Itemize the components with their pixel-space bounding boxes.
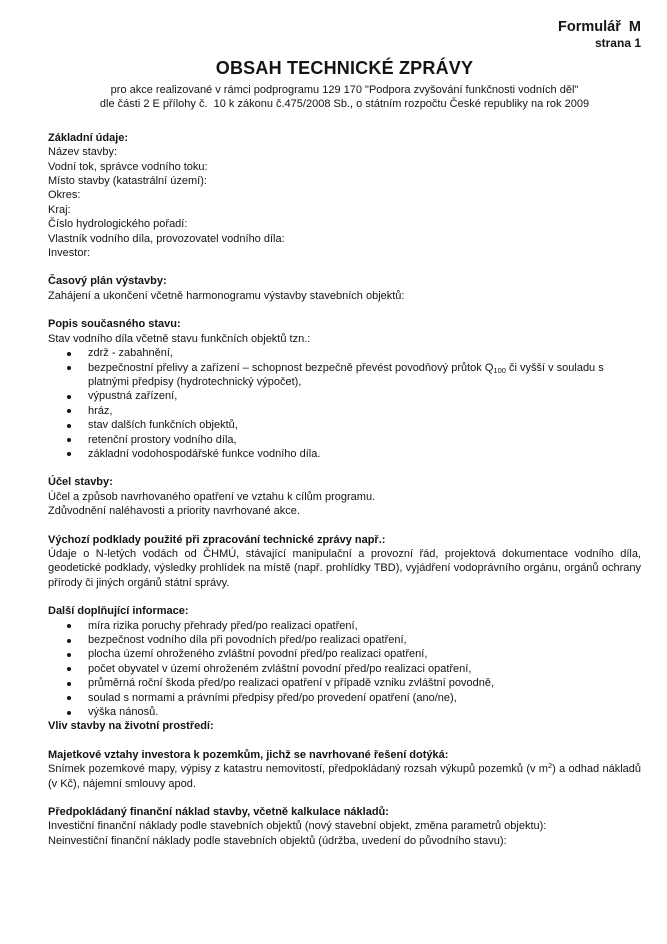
section-zakladni-udaje (48, 131, 641, 261)
document-subtitle (48, 83, 641, 112)
paragraph-text: ) a odhad nákladů (v Kč), nájemní smlouvy apod. (48, 763, 641, 790)
m2-superscript: 2 (547, 761, 553, 771)
section-majetkove-vztahy (48, 748, 641, 791)
bullet-text: zdrž - zabahnění, (88, 347, 173, 360)
bullet-item (48, 619, 641, 633)
paragraph-text: Snímek pozemkové mapy, výpisy z katastru nemovitostí, předpokládaný rozsah výkupů pozemků (v m (48, 763, 548, 776)
section-line: Zahájení a ukončení včetně harmonogramu výstavby stavebních objektů: (48, 289, 405, 302)
bullet-item (48, 662, 641, 676)
bullet-item (48, 691, 641, 705)
field-label-line: Kraj: (48, 203, 71, 216)
page-number: strana 1 (594, 36, 641, 50)
section-heading: Další doplňující informace: (48, 605, 189, 618)
bullet-item (48, 404, 641, 418)
form-label: Formulář M (558, 19, 641, 35)
section-popis-stavu (48, 317, 641, 461)
section-financni-naklad (48, 805, 641, 848)
section-line: Účel a způsob navrhovaného opatření ve vztahu k cílům programu. (48, 490, 376, 503)
bullet-text: či vyšší v souladu s platnými předpisy (hydrotechnický výpočet), (88, 361, 604, 388)
bullet-text: retenční prostory vodního díla, (88, 433, 237, 446)
bullet-icon (67, 639, 71, 643)
bullet-text: bezpečnostní přelivy a zařízení – schopnost bezpečně převést povodňový průtok Q (88, 361, 494, 374)
section-dalsi-informace (48, 604, 641, 719)
bullet-text: míra rizika poruchy přehrady před/po realizaci opatření, (88, 619, 358, 632)
bullet-list (48, 619, 641, 720)
bullet-icon (67, 395, 71, 399)
bullet-icon (67, 366, 71, 370)
bullet-icon (67, 653, 71, 657)
bullet-text: počet obyvatel v území ohroženém zvláštní povodní před/po realizaci opatření, (88, 662, 472, 675)
section-line: Stav vodního díla včetně stavu funkčních objektů tzn.: (48, 332, 311, 345)
document-title: OBSAH TECHNICKÉ ZPRÁVY (215, 58, 474, 78)
section-ucel-stavby (48, 475, 641, 518)
section-casovy-plan (48, 274, 641, 303)
bullet-item (48, 433, 641, 447)
section-heading: Základní údaje: (48, 131, 129, 144)
bullet-item (48, 346, 641, 360)
bullet-item (48, 447, 641, 461)
q100-subscript: 100 (493, 365, 506, 375)
section-line: Zdůvodnění naléhavosti a priority navrhované akce. (48, 505, 300, 518)
bullet-text: výpustná zařízení, (88, 390, 178, 403)
bullet-text: hráz, (88, 404, 113, 417)
section-paragraph (48, 762, 641, 791)
section-heading: Popis současného stavu: (48, 318, 181, 331)
section-vychozi-podklady (48, 533, 641, 591)
section-heading: Účel stavby: (48, 476, 113, 489)
field-label-line: Vodní tok, správce vodního toku: (48, 160, 208, 173)
bullet-text: plocha území ohroženého zvláštní povodní před/po realizaci opatření, (88, 648, 428, 661)
section-heading: Předpokládaný finanční náklad stavby, včetně kalkulace nákladů: (48, 806, 389, 819)
section-line: Investiční finanční náklady podle stavebních objektů (nový stavební objekt, změna parametrů objektu): (48, 820, 547, 833)
bullet-icon (67, 667, 71, 671)
bullet-list (48, 346, 641, 461)
section-heading: Výchozí podklady použité při zpracování technické zprávy např.: (48, 533, 386, 546)
subtitle-line-1: pro akce realizované v rámci podprogramu 129 170 "Podpora zvyšování funkčnosti vodních děl" (110, 84, 579, 96)
field-label-line: Okres: (48, 189, 81, 202)
field-label-line: Vlastník vodního díla, provozovatel vodního díla: (48, 232, 285, 245)
bullet-text: soulad s normami a právními předpisy před/po provedení opatření (ano/ne), (88, 691, 457, 704)
bullet-icon (67, 409, 71, 413)
section-heading: Časový plán výstavby: (48, 275, 167, 288)
bullet-icon (67, 711, 71, 715)
section-paragraph: Údaje o N-letých vodách od ČHMÚ, stávající manipulační a provozní řád, projektová dokumentace vodního díla, geodetické podklady, výsledky prohlídek na místě (např. prohlídky TBD), vyjádření vodoprávního orgánu, orgánů ochrany přírody či jiných orgánů státní správy. (48, 547, 641, 589)
bullet-item (48, 418, 641, 432)
field-label-line: Číslo hydrologického pořadí: (48, 218, 188, 231)
bullet-item (48, 389, 641, 403)
bullet-icon (67, 438, 71, 442)
section-heading: Majetkové vztahy investora k pozemkům, jichž se navrhované řešení dotýká: (48, 748, 449, 761)
bullet-icon (67, 624, 71, 628)
bullet-item (48, 647, 641, 661)
section-line: Neinvestiční finanční náklady podle stavebních objektů (údržba, uvedení do původního stavu): (48, 834, 507, 847)
field-label-line: Investor: (48, 247, 91, 260)
bullet-icon (67, 352, 71, 356)
bullet-text: stav dalších funkčních objektů, (88, 419, 238, 432)
section-heading: Vliv stavby na životní prostředí: (48, 720, 214, 733)
bullet-icon (67, 696, 71, 700)
bullet-item (48, 361, 641, 390)
bullet-text: výška nánosů. (88, 706, 159, 719)
field-label-line: Název stavby: (48, 146, 118, 159)
field-label-line: Místo stavby (katastrální území): (48, 175, 207, 188)
bullet-text: bezpečnost vodního díla při povodních před/po realizaci opatření, (88, 634, 407, 646)
bullet-item (48, 676, 641, 690)
subtitle-line-2: dle části 2 E přílohy č. 10 k zákonu č.475/2008 Sb., o státním rozpočtu České republiky na rok 2009 (99, 98, 590, 111)
bullet-text: základní vodohospodářské funkce vodního díla. (88, 447, 321, 460)
bullet-item (48, 705, 641, 719)
bullet-icon (67, 452, 71, 456)
section-vliv-stavby (48, 719, 641, 733)
bullet-item (48, 633, 641, 647)
bullet-text: průměrná roční škoda před/po realizaci opatření v případě vzniku zvláštní povodně, (88, 677, 495, 690)
bullet-icon (67, 424, 71, 428)
bullet-icon (67, 682, 71, 686)
page-header (48, 18, 641, 51)
